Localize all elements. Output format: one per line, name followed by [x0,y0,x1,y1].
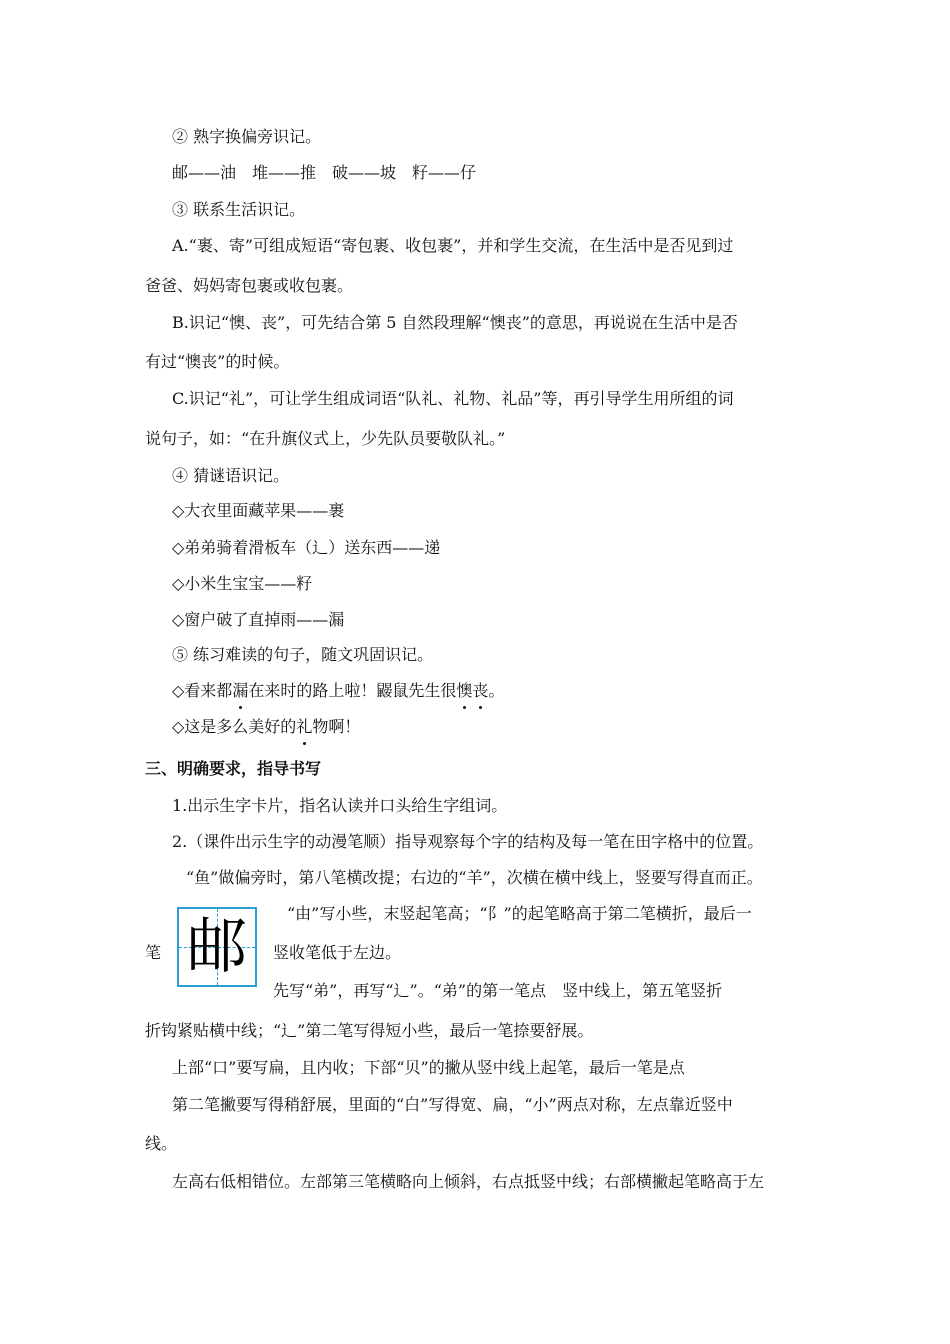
section-heading: 三、明确要求，指导书写 [145,759,322,778]
text-segment: 物啊！ [312,717,361,736]
text-line: 竖收笔低于左边。 [273,943,402,962]
text-line: A.“裹、寄”可组成短语“寄包裹、收包裹”，并和学生交流，在生活中是否见到过 [172,236,734,255]
text-line: 1.出示生字卡片，指名认读并口头给生字组词。 [172,796,508,815]
text-line: B.识记“懊、丧”，可先结合第 5 自然段理解“懊丧”的意思，再说说在生活中是否 [172,313,738,332]
dotted-char: 懊 [456,681,473,700]
dotted-char: 丧 [472,681,489,700]
text-line: ③ 联系生活识记。 [172,200,306,219]
practice-sentence [172,680,504,702]
text-line: 左高右低相错位。左部第三笔横略向上倾斜，右点抵竖中线；右部横撇起笔略高于左 [172,1172,765,1191]
riddle-item: ◇弟弟骑着滑板车（辶）送东西——递 [172,538,441,557]
dotted-char: 漏 [232,681,249,700]
text-line: 折钩紧贴横中线；“辶”第二笔写得短小些，最后一笔捺要舒展。 [145,1021,594,1040]
text-segment: 在来时的路上啦！鼹鼠先生很 [248,681,457,700]
text-line: ② 熟字换偏旁识记。 [172,127,322,146]
text-line: 邮——油 堆——推 破——坡 籽——仔 [172,163,477,182]
text-line: 2.（课件出示生字的动漫笔顺）指导观察每个字的结构及每一笔在田字格中的位置。 [172,832,764,851]
dotted-char: 礼 [296,717,313,736]
text-line: 爸爸、妈妈寄包裹或收包裹。 [145,276,354,295]
text-line: C.识记“礼”，可让学生组成词语“队礼、礼物、礼品”等，再引导学生用所组的词 [172,389,734,408]
text-line: 线。 [145,1134,178,1153]
text-line: 先写“弟”，再写“辶”。“弟”的第一笔点 竖中线上，第五笔竖折 [273,981,723,1000]
riddle-item: ◇小米生宝宝——籽 [172,574,313,593]
riddle-item: ◇窗户破了直掉雨——漏 [172,610,345,629]
text-line: 上部“口”要写扁，且内收；下部“贝”的撇从竖中线上起笔，最后一笔是点 [172,1058,685,1077]
text-line: 笔 [145,943,162,962]
riddle-item: ◇大衣里面藏苹果——裹 [172,501,345,520]
text-line: ⑤ 练习难读的句子，随文巩固识记。 [172,645,434,664]
text-line: 第二笔撇要写得稍舒展，里面的“白”写得宽、扁，“小”两点对称，左点靠近竖中 [172,1095,733,1114]
text-line: “鱼”做偏旁时，第八笔横改提；右边的“羊”，次横在横中线上，竖要写得直而正。 [186,868,763,887]
text-line: ④ 猜谜语识记。 [172,466,290,485]
text-segment: 。 [488,681,505,700]
text-line: “由”写小些，末竖起笔高；“阝”的起笔略高于第二笔横折，最后一 [287,904,752,923]
tianzige-grid [177,907,257,987]
text-segment: ◇这是多么美好的 [172,717,297,736]
text-line: 说句子，如：“在升旗仪式上，少先队员要敬队礼。” [145,429,506,448]
text-segment: ◇看来都 [172,681,233,700]
grid-character: 邮 [187,912,247,982]
text-line: 有过“懊丧”的时候。 [145,352,290,371]
practice-sentence [172,716,360,738]
